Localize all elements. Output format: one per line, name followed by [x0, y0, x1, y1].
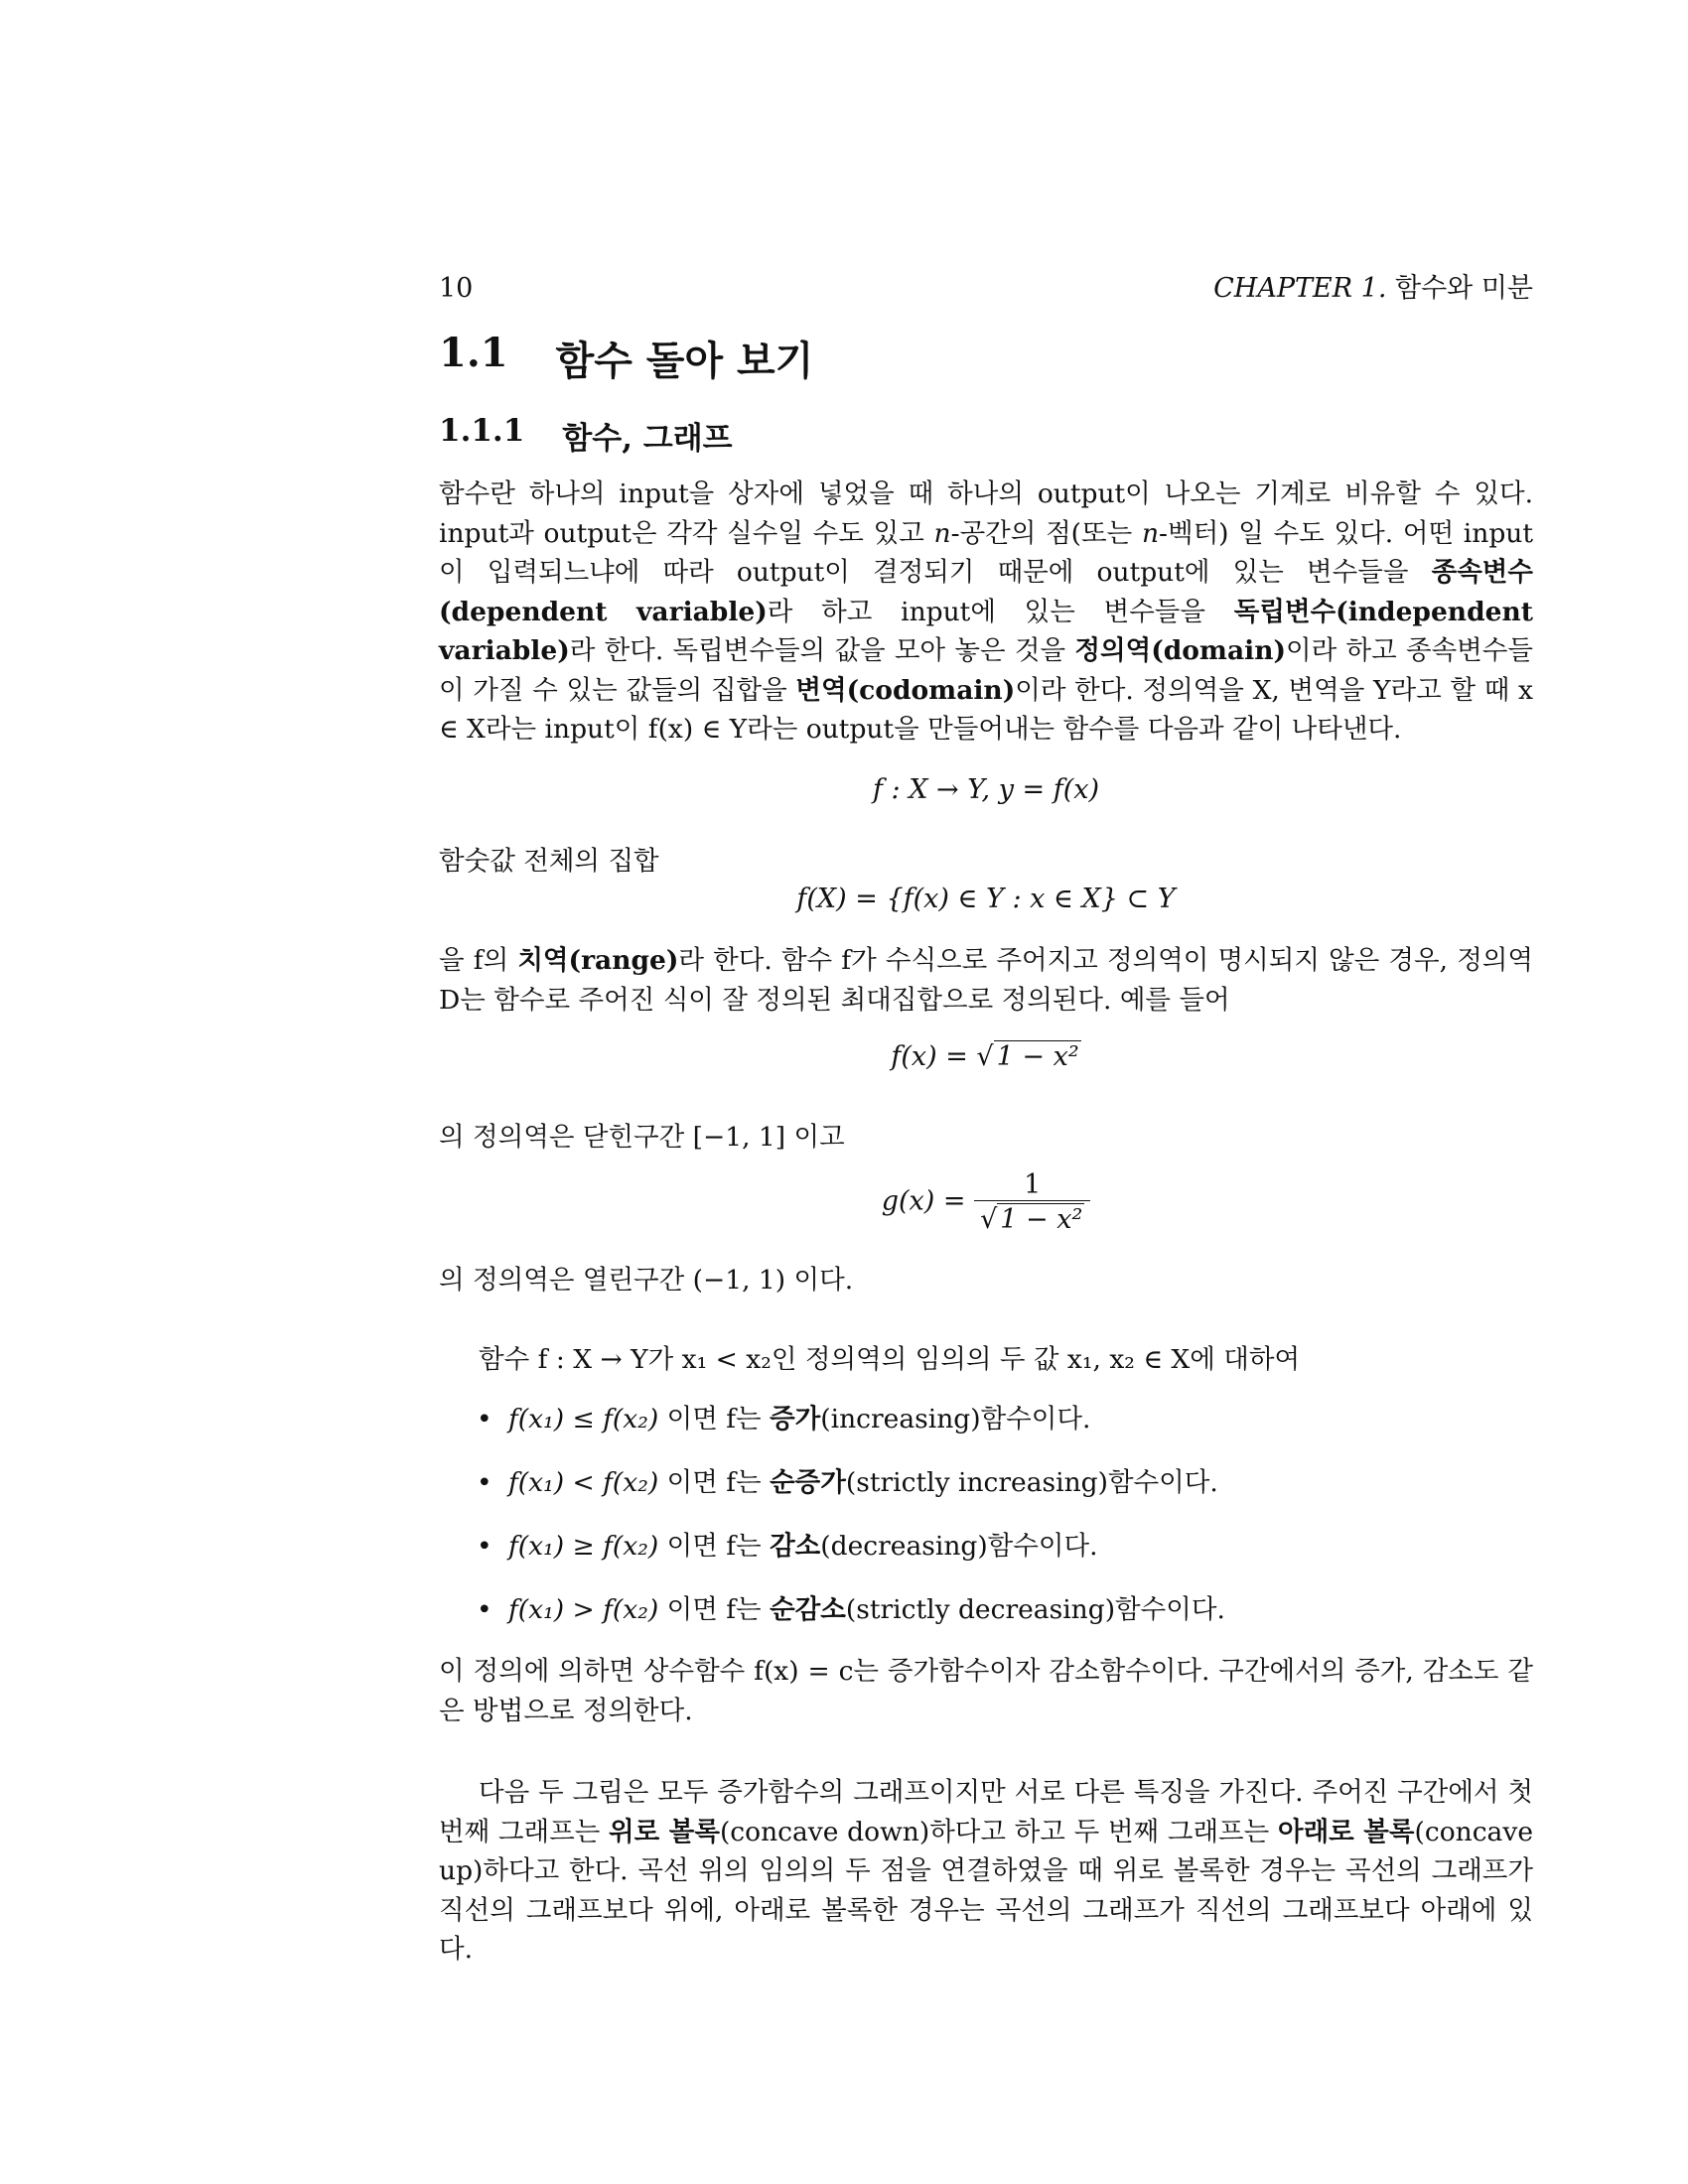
- sqrt-sign: √: [980, 1204, 998, 1235]
- list-item: [439, 1527, 1533, 1590]
- paragraph-open-interval: 의 정의역은 열린구간 (−1, 1) 이다.: [439, 1265, 854, 1296]
- list-item: [439, 1463, 1533, 1527]
- sqrt-sign: √: [976, 1041, 994, 1072]
- subsection-heading: [439, 413, 733, 458]
- monotone-definition-list: [439, 1400, 1533, 1654]
- text-run: -벡터) 일 수도 있다. 어떤 input이 입력되느냐에 따라 output이 결정되기 때문에 output에 있는 변수들을: [439, 517, 1533, 588]
- paragraph-monotone-intro: 함수 f : X → Y가 x₁ < x₂인 정의역의 임의의 두 값 x₁, x₂ ∈ X에 대하여: [479, 1344, 1301, 1375]
- list-item-term: 감소: [770, 1531, 821, 1562]
- list-item-text: 이면 f는: [658, 1594, 771, 1625]
- equation-fraction-example: [439, 1169, 1533, 1235]
- list-item: [439, 1400, 1533, 1463]
- list-item-text: (decreasing)함수이다.: [820, 1531, 1098, 1562]
- text-run: 을 f의: [439, 945, 518, 976]
- chapter-title: 함수와 미분: [1395, 273, 1533, 304]
- page-number: 10: [439, 273, 474, 304]
- paragraph-constant-function: 이 정의에 의하면 상수함수 f(x) = c는 증가함수이자 감소함수이다. 구간에서의 증가, 감소도 같은 방법으로 정의한다.: [439, 1656, 1533, 1726]
- sqrt-radicand: 1 − x²: [997, 1203, 1084, 1235]
- term-codomain: 변역(codomain): [795, 674, 1016, 706]
- term-concave-down: 위로 볼록: [609, 1816, 720, 1847]
- fraction-numerator: 1: [1024, 1169, 1042, 1200]
- paragraph-function-definition: [439, 475, 1533, 750]
- term-dependent-variable: 종속변수(dependent variable): [439, 557, 1533, 627]
- list-item-text: (increasing)함수이다.: [820, 1404, 1091, 1434]
- equation-sqrt-example: [439, 1040, 1533, 1072]
- term-concave-up: 아래로 볼록: [1277, 1816, 1415, 1847]
- list-item-term: 순감소: [770, 1594, 846, 1625]
- fraction: [974, 1169, 1090, 1235]
- math-n: n: [933, 517, 951, 549]
- running-header: [439, 266, 1533, 305]
- list-item-text: (strictly increasing)함수이다.: [845, 1467, 1218, 1498]
- text-run: 다음 두 그림은 모두 증가함수의 그래프이지만 서로 다른 특징을 가진다. 주어진 구간에서 첫 번째 그래프는: [439, 1777, 1533, 1847]
- text-run: -공간의 점(또는: [950, 517, 1142, 549]
- math-n: n: [1141, 517, 1160, 549]
- section-title: 함수 돌아 보기: [555, 338, 814, 384]
- equation-lhs: f(x) =: [891, 1041, 977, 1072]
- list-item-condition: f(x₁) < f(x₂): [508, 1467, 659, 1498]
- list-item-condition: f(x₁) ≤ f(x₂): [508, 1404, 659, 1434]
- subsection-number: 1.1.1: [439, 413, 525, 449]
- paragraph-range-intro: 함숫값 전체의 집합: [439, 846, 659, 877]
- text-run: 라 하고 input에 있는 변수들을: [767, 596, 1234, 627]
- chapter-prefix: CHAPTER 1.: [1213, 273, 1387, 304]
- list-item-condition: f(x₁) ≥ f(x₂): [508, 1531, 659, 1562]
- list-item-condition: f(x₁) > f(x₂): [508, 1594, 659, 1625]
- chapter-heading: [1213, 266, 1533, 305]
- term-range: 치역(range): [517, 945, 679, 976]
- list-item-term: 순증가: [770, 1467, 846, 1498]
- list-item-term: 증가: [770, 1404, 821, 1434]
- equation-lhs: g(x) =: [881, 1185, 975, 1217]
- list-item-text: (strictly decreasing)함수이다.: [845, 1594, 1225, 1625]
- text-run: 이라 하고 종속변수들이 가질 수 있는 값들의 집합을: [439, 635, 1533, 706]
- subsection-title: 함수, 그래프: [562, 421, 733, 457]
- list-item-text: 이면 f는: [658, 1404, 771, 1434]
- term-independent-variable: 독립변수(independent variable): [439, 596, 1533, 666]
- paragraph-range-definition: [439, 941, 1533, 1020]
- equation-range-set: f(X) = {f(x) ∈ Y : x ∈ X} ⊂ Y: [796, 884, 1176, 914]
- text-run: 라 한다. 독립변수들의 값을 모아 놓은 것을: [569, 635, 1075, 666]
- list-item: [439, 1590, 1533, 1654]
- section-number: 1.1: [439, 330, 508, 376]
- text-run: (concave down)하다고 하고 두 번째 그래프는: [719, 1816, 1278, 1847]
- paragraph-concavity: [439, 1773, 1533, 1970]
- text-run: 함수란 하나의 input을 상자에 넣었을 때 하나의 output이 나오는 기계로 비유할 수 있다. input과 output은 각각 실수일 수도 있고: [439, 478, 1533, 549]
- equation-function-notation: f : X → Y, y = f(x): [872, 774, 1100, 805]
- paragraph-closed-interval: 의 정의역은 닫힌구간 [−1, 1] 이고: [439, 1122, 845, 1153]
- list-item-text: 이면 f는: [658, 1467, 771, 1498]
- list-item-text: 이면 f는: [658, 1531, 771, 1562]
- section-heading: [439, 330, 813, 386]
- text-run: 라 한다. 함수 f가 수식으로 주어지고 정의역이 명시되지 않은 경우, 정의역 D는 함수로 주어진 식이 잘 정의된 최대집합으로 정의된다. 예를 들어: [439, 945, 1533, 1016]
- term-domain: 정의역(domain): [1074, 635, 1287, 666]
- fraction-denominator: [974, 1200, 1090, 1235]
- text-run: (concave up)하다고 한다. 곡선 위의 임의의 두 점을 연결하였을 때 위로 볼록한 경우는 곡선의 그래프가 직선의 그래프보다 위에, 아래로 볼록한 경우는 곡선의 그래프가 직선의 그래프보다 아래에 있다.: [439, 1816, 1534, 1965]
- sqrt-radicand: 1 − x²: [994, 1040, 1081, 1072]
- text-run: 이라 한다. 정의역을 X, 변역을 Y라고 할 때 x ∈ X라는 input이 f(x) ∈ Y라는 output을 만들어내는 함수를 다음과 같이 나타낸다.: [439, 674, 1533, 745]
